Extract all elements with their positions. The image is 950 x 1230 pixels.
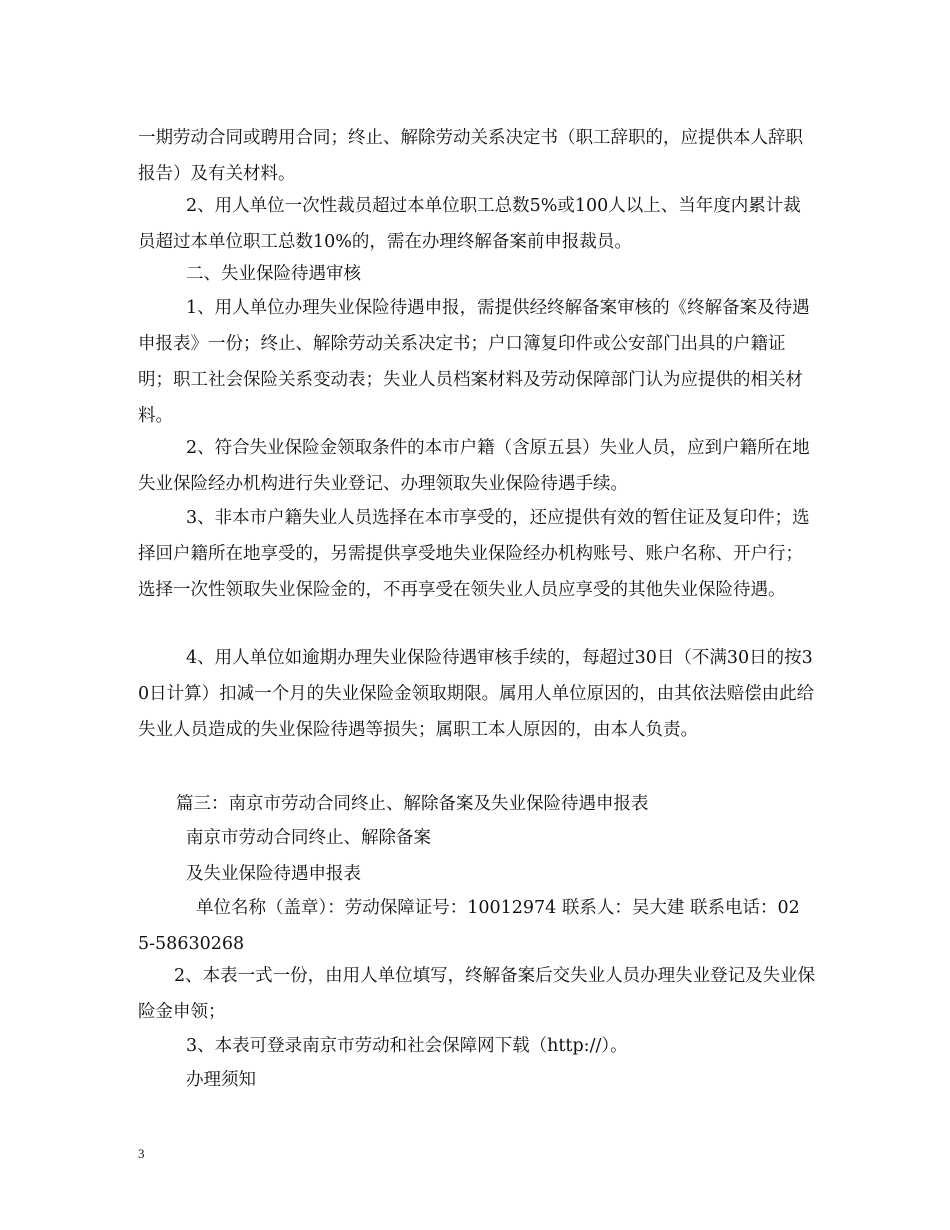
paragraph-benefit-application: 1、用人单位办理失业保险待遇申报，需提供经终解备案审核的《终解备案及待遇申报表》一份；终止、解除劳动关系决定书；户口簿复印件或公安部门出具的户籍证明；职工社会保险关系变动表；失业人员档案材料及劳动保障部门认为应提供的相关材料。: [138, 298, 810, 426]
section-heading-part-three: 篇三：南京市劳动合同终止、解除备案及失业保险待遇申报表: [176, 794, 649, 814]
paragraph-layoff-threshold: 2、用人单位一次性裁员超过本单位职工总数5%或100人以上、当年度内累计裁员超过本单位职工总数10%的，需在办理终解备案前申报裁员。: [138, 196, 801, 252]
paragraph-local-registration: 2、符合失业保险金领取条件的本市户籍（含原五县）失业人员，应到户籍所在地失业保险经办机构进行失业登记、办理领取失业保险待遇手续。: [138, 438, 810, 494]
paragraph-contract-materials: 一期劳动合同或聘用合同；终止、解除劳动关系决定书（职工辞职的，应提供本人辞职报告）及有关材料。: [138, 128, 803, 184]
paragraph-form-instructions: 2、本表一式一份，由用人单位填写，终解备案后交失业人员办理失业登记及失业保险金申领；: [138, 966, 816, 1022]
paragraph-overdue-penalty: 4、用人单位如逾期办理失业保险待遇审核手续的，每超过30日（不满30日的按30日计算）扣减一个月的失业保险金领取期限。属用人单位原因的，由其依法赔偿由此给失业人员造成的失业保险待遇等损失；属职工本人原因的，由本人负责。: [138, 648, 815, 740]
heading-instructions: 办理须知: [186, 1070, 256, 1090]
page-number: 3: [138, 1146, 145, 1161]
section-heading-unemployment-review: 二、失业保险待遇审核: [186, 264, 361, 284]
form-title-line-1: 南京市劳动合同终止、解除备案: [186, 828, 431, 848]
paragraph-nonlocal-residents: 3、非本市户籍失业人员选择在本市享受的，还应提供有效的暂住证及复印件；选择回户籍所在地享受的，另需提供享受地失业保险经办机构账号、账户名称、开户行；选择一次性领取失业保险金的，不再享受在领失业人员应享受的其他失业保险待遇。: [138, 508, 810, 600]
paragraph-unit-contact-info: 单位名称（盖章）：劳动保障证号：10012974 联系人：吴大建 联系电话：025-58630268: [138, 898, 800, 954]
paragraph-download-info: 3、本表可登录南京市劳动和社会保障网下载（http://）。: [186, 1036, 628, 1056]
form-title-line-2: 及失业保险待遇申报表: [186, 864, 361, 884]
